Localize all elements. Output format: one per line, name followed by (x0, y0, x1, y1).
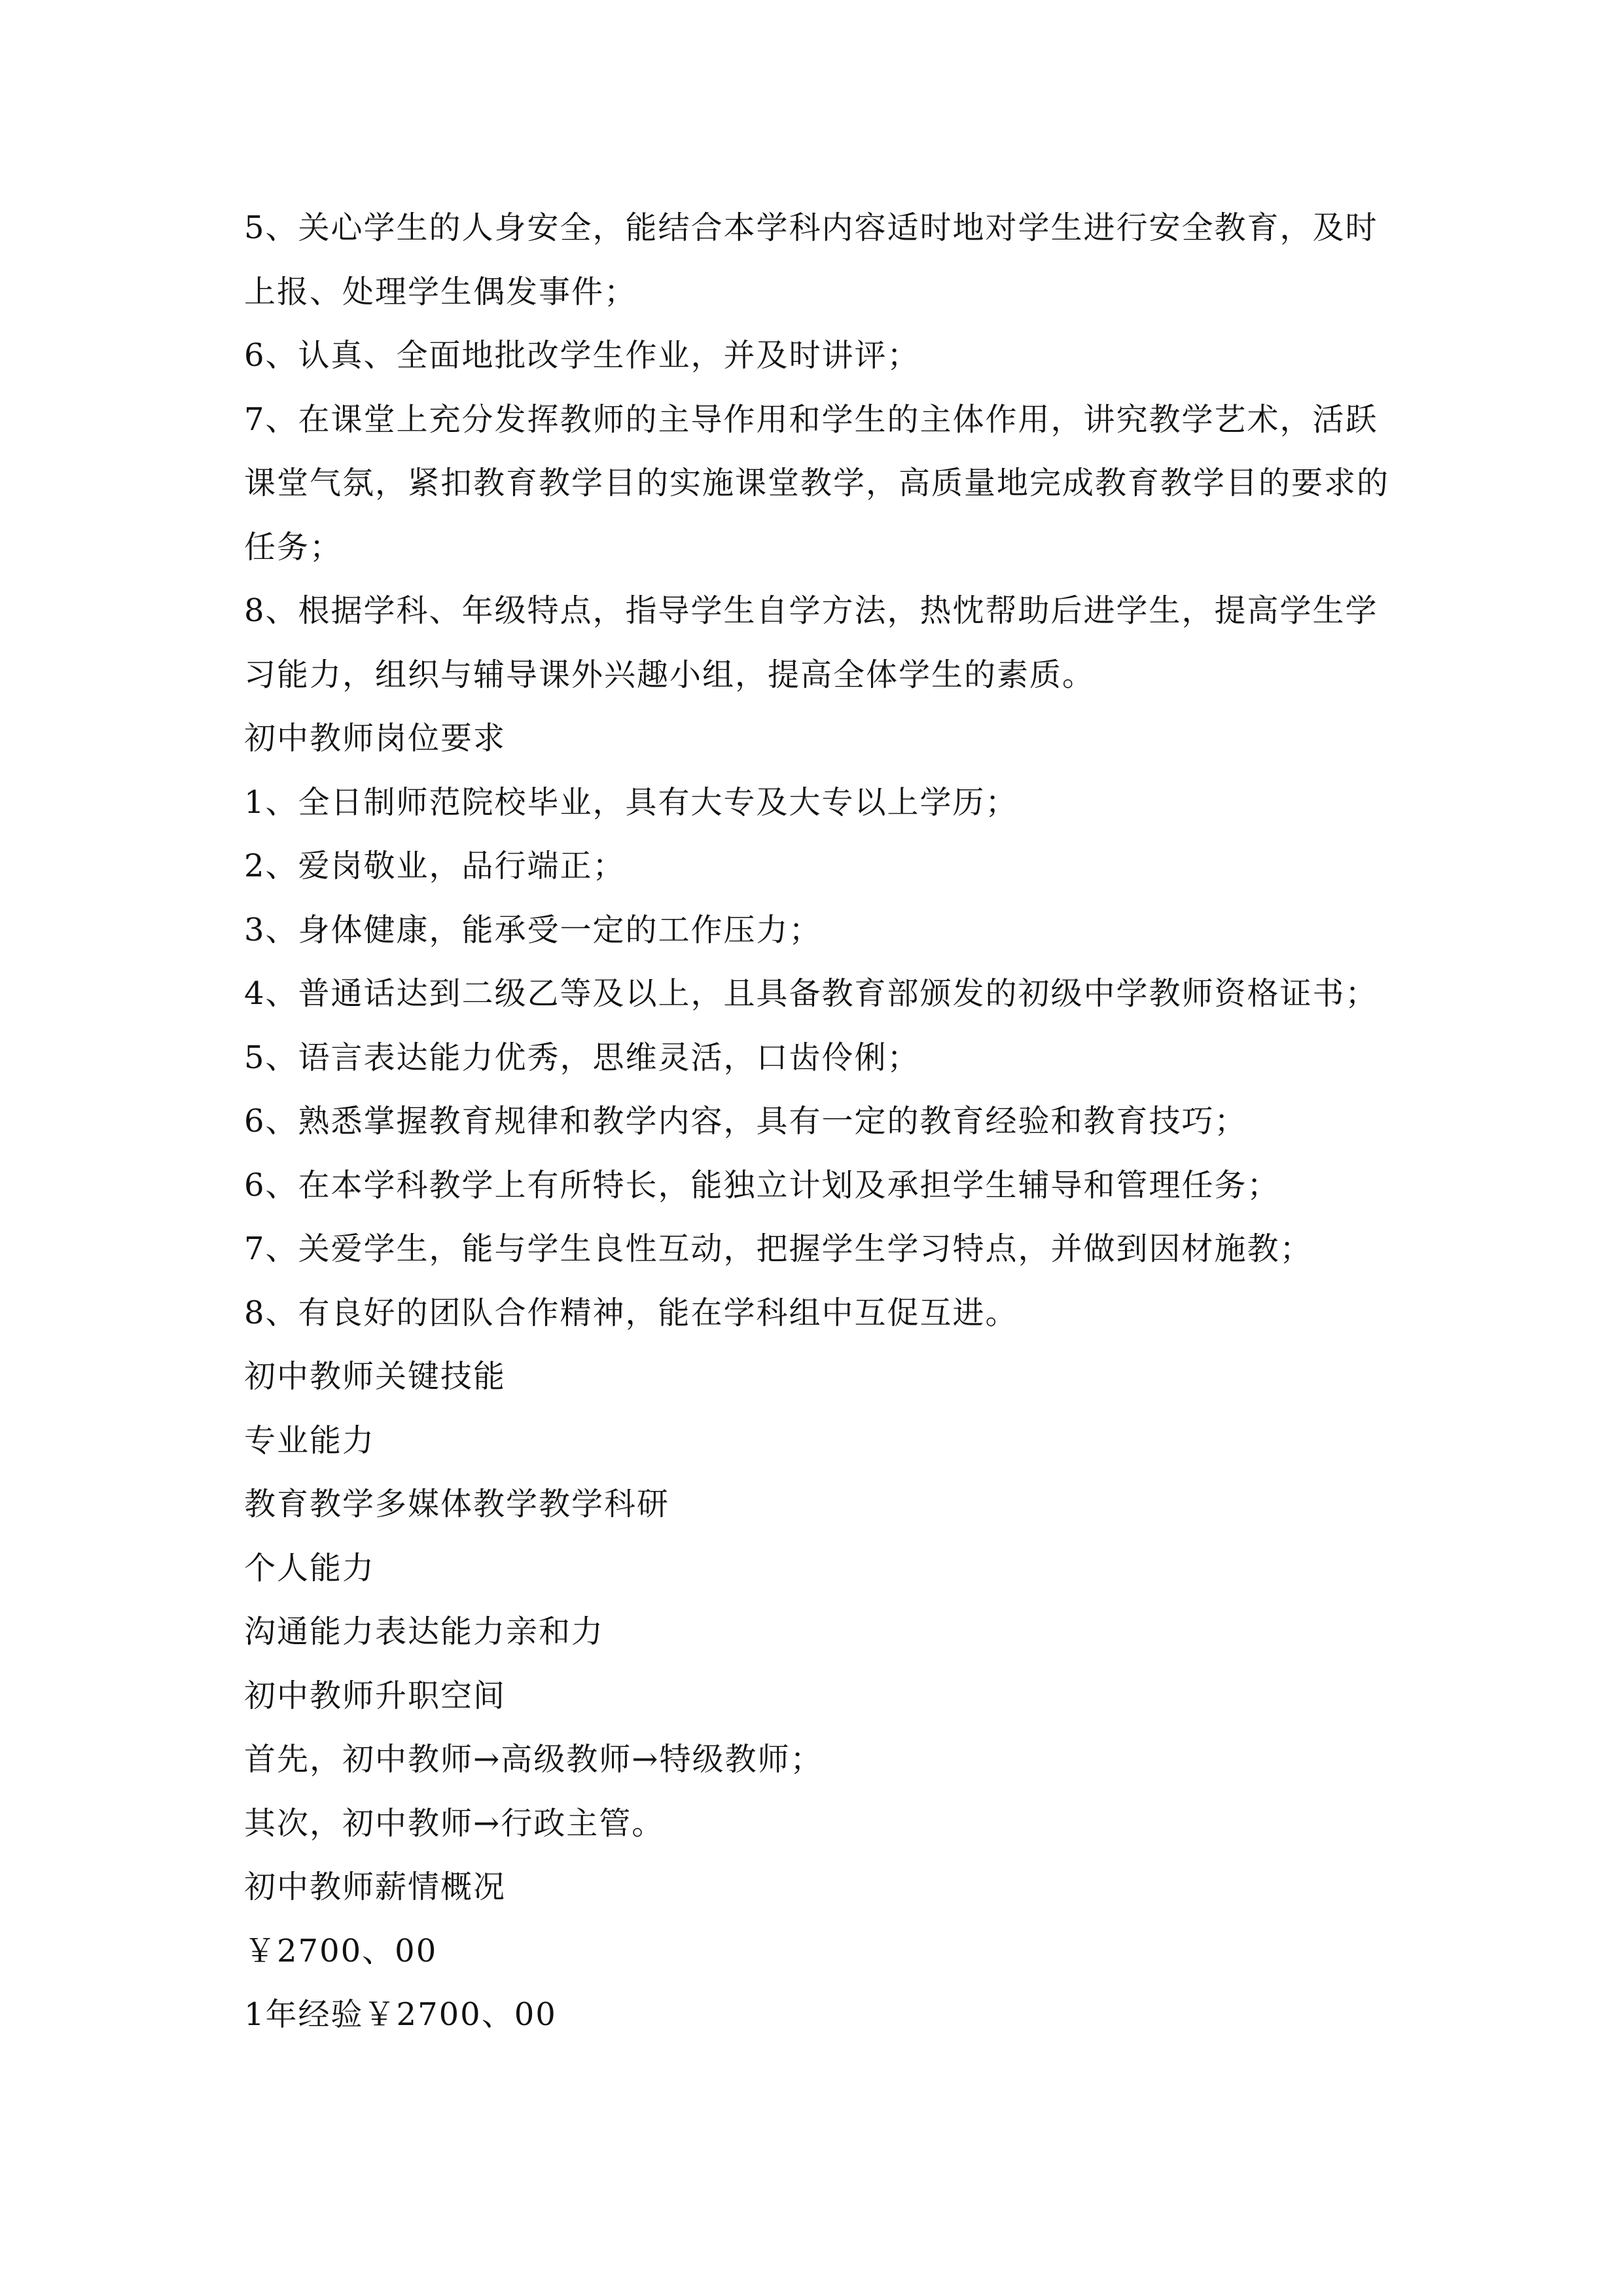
text-line: 习能力，组织与辅导课外兴趣小组，提高全体学生的素质。 (244, 656, 1096, 693)
text-line: 任务； (244, 528, 343, 565)
text-line: 5、关心学生的人身安全，能结合本学科内容适时地对学生进行安全教育，及时 (244, 209, 1378, 246)
text-line: 1年经验￥2700、00 (244, 1996, 557, 2033)
section-heading: 初中教师岗位要求 (244, 720, 507, 757)
text-line: 3、身体健康，能承受一定的工作压力； (244, 911, 822, 948)
section-heading: 初中教师薪情概况 (244, 1869, 507, 1905)
text-line: 6、在本学科教学上有所特长，能独立计划及承担学生辅导和管理任务； (244, 1166, 1280, 1204)
section-heading: 初中教师关键技能 (244, 1358, 507, 1395)
text-line: 6、熟悉掌握教育规律和教学内容，具有一定的教育经验和教育技巧； (244, 1103, 1247, 1139)
text-line: 4、普通话达到二级乙等及以上，且具备教育部颁发的初级中学教师资格证书； (244, 975, 1378, 1012)
text-line: ￥2700、00 (244, 1932, 438, 1969)
text-line: 其次，初中教师→行政主管。 (244, 1804, 665, 1842)
text-line: 个人能力 (244, 1549, 376, 1587)
section-heading: 初中教师升职空间 (244, 1677, 507, 1714)
text-line: 上报、处理学生偶发事件； (244, 273, 637, 310)
text-line: 8、根据学科、年级特点，指导学生自学方法，热忱帮助后进学生，提高学生学 (244, 592, 1378, 629)
text-line: 7、关爱学生，能与学生良性互动，把握学生学习特点，并做到因材施教； (244, 1230, 1313, 1267)
text-line: 5、语言表达能力优秀，思维灵活，口齿伶俐； (244, 1039, 920, 1076)
text-line: 1、全日制师范院校毕业，具有大专及大专以上学历； (244, 783, 1018, 821)
text-line: 7、在课堂上充分发挥教师的主导作用和学生的主体作用，讲究教学艺术，活跃 (244, 401, 1378, 438)
text-line: 沟通能力表达能力亲和力 (244, 1613, 605, 1650)
text-line: 6、认真、全面地批改学生作业，并及时讲评； (244, 337, 920, 374)
text-line: 教育教学多媒体教学教学科研 (244, 1486, 670, 1522)
text-line: 8、有良好的团队合作精神，能在学科组中互促互进。 (244, 1294, 1018, 1331)
text-line: 首先，初中教师→高级教师→特级教师； (244, 1741, 823, 1778)
text-line: 专业能力 (244, 1422, 376, 1459)
text-line: 课堂气氛，紧扣教育教学目的实施课堂教学，高质量地完成教育教学目的要求的 (244, 465, 1390, 501)
document-body (244, 196, 1390, 2047)
text-line: 2、爱岗敬业，品行端正； (244, 848, 626, 884)
